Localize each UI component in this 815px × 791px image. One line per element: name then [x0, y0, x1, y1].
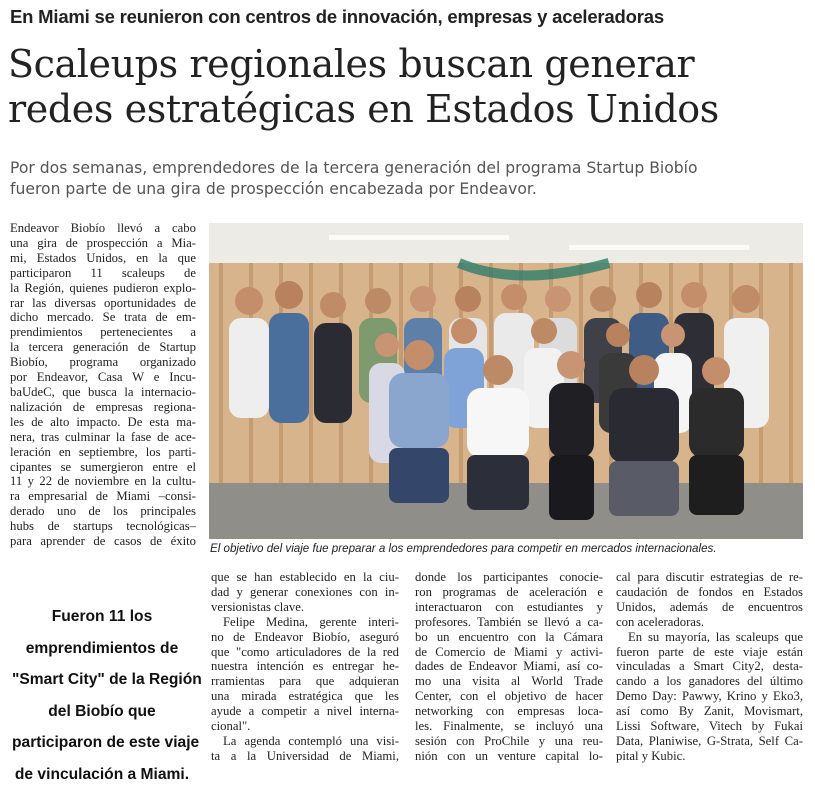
text-line: Demo Day: Pawwy, Krino y Eko3,: [616, 689, 803, 704]
pull-quote-line: participaron de este viaje: [12, 734, 200, 751]
text-line: interactuaron con estudiantes y: [415, 599, 603, 614]
text-line: sesión con ProChile y una reu-: [415, 733, 603, 748]
text-line: versionistas clave.: [211, 599, 305, 614]
text-line: nuestra intención es entregar he-: [211, 659, 399, 674]
pull-quote-line: Fueron 11 los: [51, 608, 153, 625]
headline-line-1: Scaleups regionales buscan generar: [8, 42, 695, 86]
text-line: Lissi Software, Vitech by Fukai: [616, 719, 803, 734]
text-line: nalización de empresas regiona-: [10, 399, 196, 414]
text-line: fueron parte de este viaje están: [616, 644, 803, 659]
text-line: Center, con el objetivo de hacer: [415, 689, 603, 704]
article-column-2: [211, 570, 399, 764]
text-line: ta a la Universidad de Miami,: [211, 748, 399, 763]
text-line: así como By Zanit, Movismart,: [616, 704, 803, 719]
text-line: baUdeC, que busca la internacio-: [10, 384, 196, 399]
text-line: mo una visita al World Trade: [415, 674, 603, 689]
text-line: networking con empresas loca-: [415, 704, 603, 719]
text-line: hubs de startups tecnológicas–: [10, 519, 196, 534]
text-line: nera, tras culminar la fase de ace-: [10, 429, 196, 444]
text-line: ra empresarial de Miami –consi-: [10, 489, 196, 504]
lead-paragraph: [10, 158, 800, 200]
text-line: pital y Kubic.: [616, 748, 686, 763]
group-photo-illustration: [209, 223, 803, 539]
lead-line-1: Por dos semanas, emprendedores de la tercera generación del programa Startup Biobío: [10, 159, 698, 177]
text-line: dad y generar conexiones con in-: [211, 584, 399, 599]
text-line: una mirada estratégica que les: [211, 689, 399, 704]
text-line: no de Endeavor Biobío, aseguró: [211, 629, 399, 644]
text-line: rar las diversas oportunidades de: [10, 295, 196, 310]
text-line: cipantes se sumergieron entre el: [10, 459, 196, 474]
text-line: cional".: [211, 719, 251, 734]
photo-ceiling: [209, 223, 803, 263]
pull-quote-line: emprendimientos de: [25, 639, 179, 657]
text-line: leración en septiembre, los parti-: [10, 444, 196, 459]
text-line: derado uno de los principales: [10, 504, 196, 519]
text-line: Endeavor Biobío llevó a cabo: [10, 221, 196, 235]
text-line: En su mayoría, las scaleups que: [628, 629, 803, 644]
text-line: les. Finalmente, se incluyó una: [415, 719, 603, 734]
text-line: participaron 11 scaleups de: [10, 265, 196, 280]
article-column-1: [10, 221, 196, 549]
text-line: Biobío, programa organizado: [10, 355, 196, 370]
photo-caption: El objetivo del viaje fue preparar a los emprendedores para competir en mercados internacionales.: [210, 542, 717, 555]
text-line: dicho mercado. Se trata de em-: [10, 310, 196, 325]
headline: [8, 42, 808, 132]
text-line: prendimientos pertenecientes a: [10, 325, 196, 340]
text-line: Felipe Medina, gerente interi-: [223, 614, 399, 629]
pull-quote-line: "Smart City" de la Región: [12, 671, 202, 688]
text-line: la tercera generación de Startup: [10, 340, 196, 355]
photo-ceiling-light: [329, 235, 509, 240]
headline-line-2: redes estratégicas en Estados Unidos: [8, 87, 719, 131]
text-line: cal para discutir estrategias de re-: [616, 570, 803, 584]
kicker: En Miami se reunieron con centros de innovación, empresas y aceleradoras: [10, 6, 664, 27]
text-line: ron programas de aceleración e: [415, 584, 603, 599]
text-line: con aceleradoras.: [616, 614, 705, 629]
pull-quote: [12, 601, 202, 790]
text-line: mi, Estados Unidos, en la que: [10, 250, 196, 265]
photo-ceiling-light: [569, 245, 749, 250]
text-line: por Endeavor, Casa W e Incu-: [10, 370, 196, 385]
pull-quote-line: de vinculación a Miami.: [14, 765, 190, 783]
text-line: para aprender de casos de éxito: [10, 534, 196, 549]
text-line: donde los participantes conocie-: [415, 570, 603, 584]
text-line: bo un encuentro con la Cámara: [415, 629, 603, 644]
article-column-3: [415, 570, 603, 764]
article-column-4: [616, 570, 803, 764]
text-line: Unidos, además de encuentros: [616, 599, 803, 614]
text-line: nión con un venture capital lo-: [415, 748, 603, 763]
text-line: ayude a competir a nivel interna-: [211, 704, 399, 719]
text-line: profesores. También se llevó a ca-: [415, 614, 603, 629]
text-line: les de alto impacto. De esta ma-: [10, 414, 196, 429]
text-line: cando a los ganadores del último: [616, 674, 803, 689]
text-line: rramientas para que adquieran: [211, 674, 399, 689]
pull-quote-line: del Biobío que: [48, 702, 156, 720]
text-line: la Región, quienes pudieron explo-: [10, 280, 196, 295]
text-line: caudación de fondos en Estados: [616, 584, 803, 599]
text-line: La agenda contempló una visi-: [223, 733, 399, 748]
group-photo: [209, 223, 803, 539]
text-line: una gira de prospección a Mia-: [10, 235, 196, 250]
text-line: que se han establecido en la ciu-: [211, 570, 399, 584]
text-line: dades de Endeavor Miami, así co-: [415, 659, 603, 674]
text-line: 11 y 22 de noviembre en la cultu-: [10, 474, 196, 489]
text-line: de Comercio de Miami y activi-: [415, 644, 603, 659]
text-line: vinculadas a Smart City2, desta-: [616, 659, 803, 674]
text-line: que "como articuladores de la red: [211, 644, 399, 659]
lead-line-2: fueron parte de una gira de prospección encabezada por Endeavor.: [10, 180, 537, 198]
text-line: Data, Planiwise, G-Strata, Self Ca-: [616, 733, 803, 748]
